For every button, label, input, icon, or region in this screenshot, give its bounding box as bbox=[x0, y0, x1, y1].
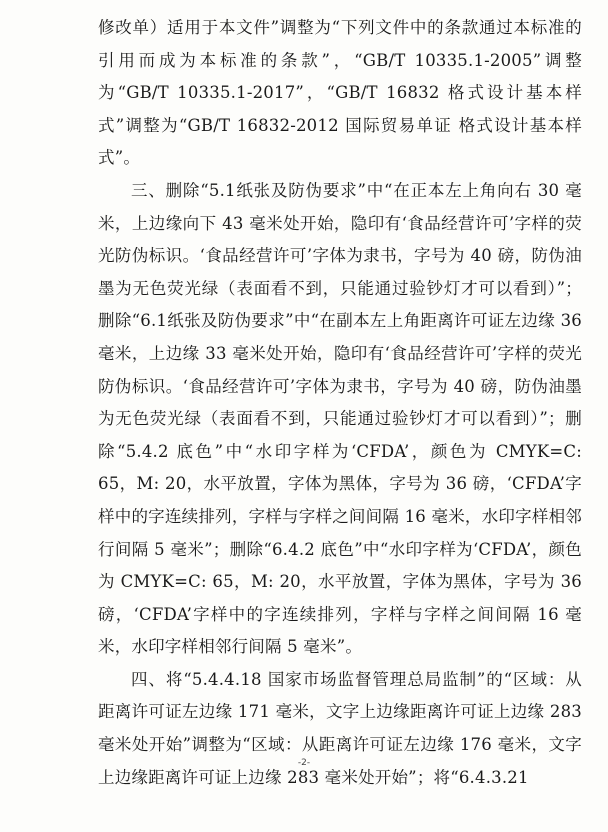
document-body bbox=[98, 12, 582, 794]
page-number: -2- bbox=[297, 758, 311, 768]
paragraph-continued-amendment: 修改单）适用于本文件”调整为“下列文件中的条款通过本标准的引用而成为本标准的条款”，“GB/T 10335.1-2005”调整为“GB/T 10335.1-2017”，“GB/T 16832 格式设计基本样式”调整为“GB/T 16832-2012 国际贸易单证 格式设计基本样式”。 bbox=[98, 18, 582, 168]
paragraph-item-three: 三、删除“5.1纸张及防伪要求”中“在正本左上角向右 30 毫米，上边缘向下 43 毫米处开始，隐印有‘食品经营许可’字样的荧光防伪标识。‘食品经营许可’字体为隶书，字号为 40 磅，防伪油墨为无色荧光绿（表面看不到，只能通过验钞灯才可以看到）”；删除“6.1纸张及防伪要求”中“在副本左上角距离许可证左边缘 36 毫米，上边缘 33 毫米处开始，隐印有‘食品经营许可’字样的荧光防伪标识。‘食品经营许可’字体为隶书，字号为 40 磅，防伪油墨为无色荧光绿（表面看不到，只能通过验钞灯才可以看到）”；删除“5.4.2 底色”中“水印字样为‘CFDA’，颜色为 CMYK=C: 65，M: 20，水平放置，字体为黑体，字号为 36 磅，‘CFDA’字样中的字连续排列，字样与字样之间间隔 16 毫米，水印字样相邻行间隔 5 毫米”；删除“6.4.2 底色”中“水印字样为‘CFDA’，颜色为 CMYK=C: 65，M: 20，水平放置，字体为黑体，字号为 36 磅，‘CFDA’字样中的字连续排列，字样与字样之间间隔 16 毫米，水印字样相邻行间隔 5 毫米”。 bbox=[98, 180, 583, 657]
paragraph-item-four: 四、将“5.4.4.18 国家市场监督管理总局监制”的“区域：从距离许可证左边缘 171 毫米，文字上边缘距离许可证上边缘 283 毫米处开始”调整为“区域：从距离许可证左边缘 176 毫米，文字上边缘距离许可证上边缘 283 毫米处开始”；将“6.4.3.21 bbox=[98, 669, 582, 787]
